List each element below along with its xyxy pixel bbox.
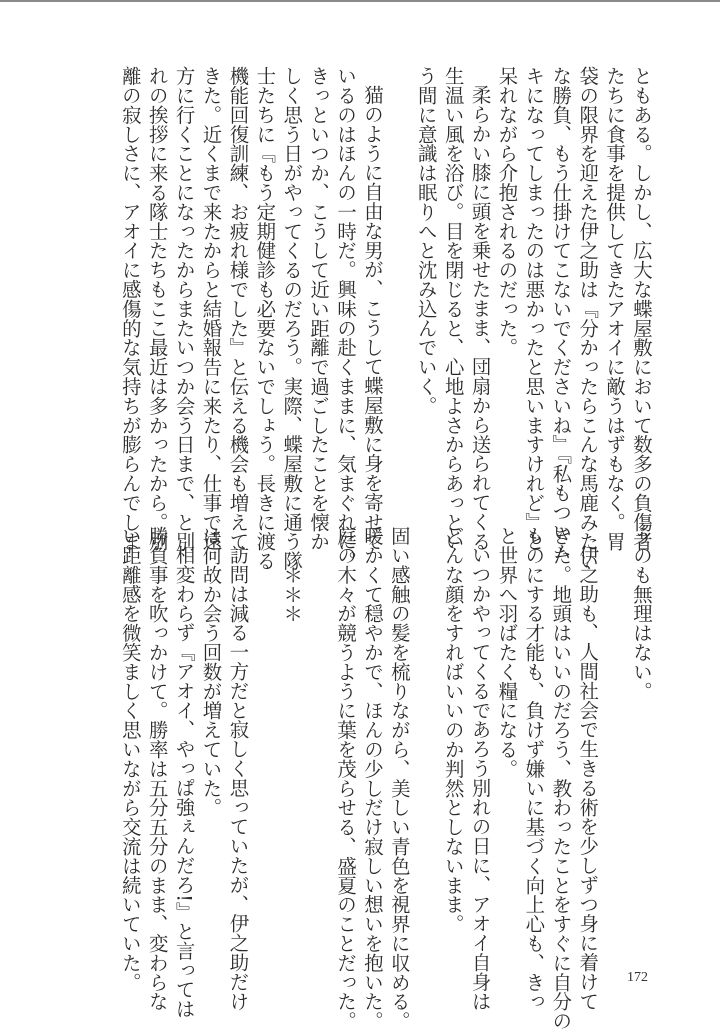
text-column: キになってしまったのは悪かったと思いますけれど』と <box>522 66 546 551</box>
paragraph-start-column: 伊之助も、人間社会で生きる術を少しずつ身に着けて <box>576 545 600 1011</box>
scene-break-asterisks: ＊＊＊ <box>280 564 304 623</box>
text-column: 士たちに『もう定期健診も必要ないでしょう。長きに渡る <box>253 66 277 571</box>
text-block-upper <box>114 66 654 571</box>
text-column: 生温い風を浴び。目を閉じると、心地よさからあっとい <box>441 66 465 551</box>
text-column: どんな顔をすればいいのか判然としないまま。 <box>441 526 465 934</box>
text-column: きた。地頭はいいのだろう、教わったことをすぐに自分の <box>549 526 573 1030</box>
blank-line <box>304 526 331 966</box>
text-column: 呆れながら介抱されるのだった。 <box>495 66 519 357</box>
text-column: う間に意識は眠りへと沈み込んでいく。 <box>414 66 438 416</box>
text-column: 袋の限界を迎えた伊之助は『分かったらこんな馬鹿みたい <box>576 66 600 571</box>
text-column: 機能回復訓練、お疲れ様でした』と伝える機会も増えて <box>226 66 250 551</box>
text-column: きた。近くまで来たからと結婚報告に来たり、仕事で遠 <box>199 66 223 551</box>
paragraph-start-column: いつかやってくるであろう別れの日に、アオイ自身は <box>468 545 492 1011</box>
text-column: ともある。しかし、広大な蝶屋敷において数多の負傷者 <box>630 66 653 551</box>
text-column: うのも無理はない。 <box>630 526 653 701</box>
text-column: きっといつか、こうして近い距離で過ごしたことを懐か <box>307 66 331 551</box>
paragraph-start-column: 訪問は減る一方だと寂しく思っていたが、伊之助だけ <box>226 545 250 1011</box>
text-column: は何故か会う回数が増えていた。 <box>199 526 223 817</box>
blank-line <box>385 66 412 506</box>
blank-line <box>412 526 439 966</box>
text-column: 勝負事を吹っかけて。勝率は五分五分のまま、変わらな <box>145 526 169 1011</box>
text-column: れの挨拶に来る隊士たちもここ最近は多かったから。別 <box>145 66 169 551</box>
text-column: しく思う日がやってくるのだろう。実際、蝶屋敷に通う隊 <box>280 66 304 571</box>
text-column: 離の寂しさに、アオイに感傷的な気持ちが膨らんでしま <box>118 66 142 551</box>
blank-line <box>600 526 627 966</box>
text-column: い距離感を微笑ましく思いながら交流は続いていた。 <box>118 526 142 992</box>
blank-line <box>250 526 277 966</box>
text-column: 暖かくて穏やかで、ほんの少しだけ寂しい想いを抱いた。 <box>360 526 384 1030</box>
page-number: 172 <box>627 970 648 985</box>
text-column: と世界へ羽ばたく糧になる。 <box>495 526 519 779</box>
text-column: いるのはほんの一時だ。興味の赴くままに、気まぐれに。 <box>334 66 358 571</box>
text-column: 方に行くことになったからまたいつか会う日まで、と別 <box>172 66 196 551</box>
text-column: たちに食事を提供してきたアオイに敵うはずもなく。胃 <box>603 66 627 551</box>
text-column: 固い感触の髪を梳りながら、美しい青色を視界に収める。 <box>387 526 411 1030</box>
text-column: ものにする才能も、負けず嫌いに基づく向上心も、きっ <box>522 526 546 1011</box>
paragraph-start-column: 柔らかい膝に頭を乗せたまま、団扇から送られてくる <box>468 85 492 551</box>
paragraph-start-column: 猫のように自由な男が、こうして蝶屋敷に身を寄せて <box>360 85 384 551</box>
text-column: な勝負、もう仕掛けてこないでくださいね』『私もついム <box>549 66 573 561</box>
text-column: 庭の木々が競うように葉を茂らせる、盛夏のことだった。 <box>334 526 358 1030</box>
paragraph-start-column: 相変わらず『アオイ、やっぱ強ぇんだろ!』と言っては <box>172 545 196 1019</box>
